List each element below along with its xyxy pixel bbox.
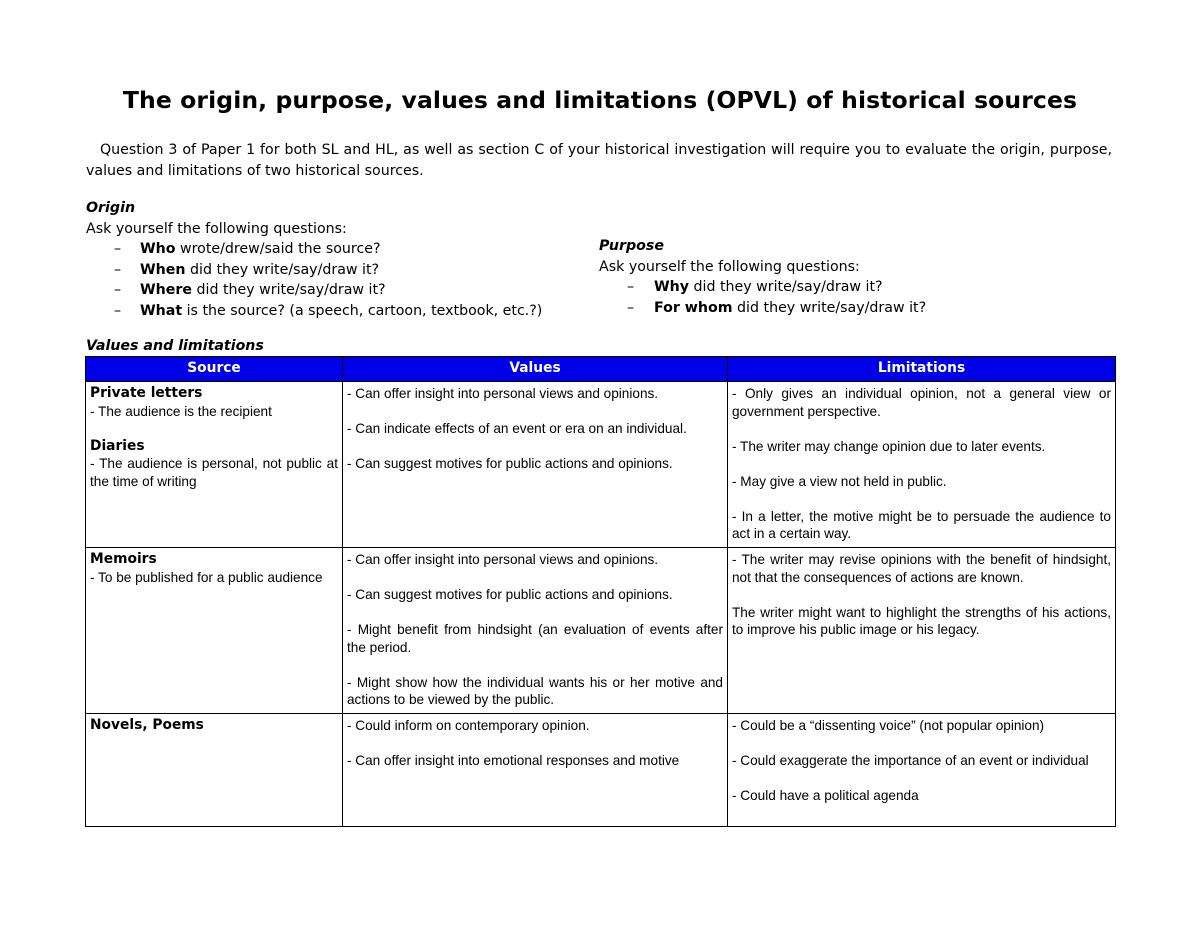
dash-bullet: – — [114, 241, 122, 257]
source-description: - The audience is personal, not public at the time of writing — [90, 456, 338, 489]
dash-bullet: – — [114, 282, 122, 298]
question-keyword: Where — [140, 282, 192, 298]
origin-prompt: Ask yourself the following questions: — [86, 220, 347, 237]
intro-paragraph — [86, 140, 1112, 181]
dash-bullet: – — [627, 279, 635, 295]
limitation-item: - Only gives an individual opinion, not a general view or government perspective. — [732, 386, 1111, 419]
question-keyword: For whom — [654, 299, 733, 316]
source-name: Memoirs — [90, 551, 157, 567]
values-limitations-heading: Values and limitations — [86, 338, 264, 354]
column-header-values: Values — [343, 357, 728, 382]
page-title: The origin, purpose, values and limitations (OPVL) of historical sources — [122, 86, 1078, 114]
origin-section — [86, 198, 606, 321]
value-item: - Can offer insight into personal views and opinions. — [347, 552, 659, 567]
question-text: is the source? (a speech, cartoon, textbook, etc.?) — [182, 302, 543, 319]
limitation-item: - May give a view not held in public. — [732, 473, 947, 489]
source-cell — [86, 713, 343, 826]
source-cell — [86, 382, 343, 548]
values-cell — [343, 713, 728, 826]
value-item: - Can offer insight into personal views and opinions. — [347, 386, 659, 401]
table-row — [86, 548, 1116, 714]
source-cell — [86, 548, 343, 714]
purpose-section — [599, 236, 1099, 318]
origin-question — [86, 301, 606, 322]
limitation-item: - In a letter, the motive might be to persuade the audience to act in a certain way. — [732, 508, 1111, 541]
purpose-question — [599, 298, 1099, 319]
value-item: - Can suggest motives for public actions and opinions. — [347, 456, 673, 471]
limitation-item: The writer might want to highlight the strengths of his actions, to improve his public image or his legacy. — [732, 604, 1111, 637]
question-keyword: Why — [654, 279, 689, 295]
question-keyword: Who — [140, 241, 176, 257]
origin-question — [86, 239, 606, 260]
intro-text: Question 3 of Paper 1 for both SL and HL, as well as section C of your historical investigation will require you to evaluate the origin, purpose, values and limitations of two historical sources. — [86, 142, 1112, 179]
limitation-item: - The writer may revise opinions with the benefit of hindsight, not that the consequences of actions are known. — [732, 552, 1111, 585]
limitation-item: - Could exaggerate the importance of an event or individual — [732, 752, 1089, 768]
limitation-item: - The writer may change opinion due to later events. — [732, 438, 1046, 454]
column-header-source: Source — [86, 357, 343, 382]
origin-questions — [86, 239, 606, 321]
question-text: wrote/drew/said the source? — [175, 241, 381, 257]
dash-bullet: – — [627, 299, 635, 316]
limitations-cell — [728, 713, 1116, 826]
value-item: - Can offer insight into emotional responses and motive — [347, 752, 680, 768]
question-keyword: What — [140, 302, 183, 319]
purpose-prompt: Ask yourself the following questions: — [599, 258, 860, 275]
table-row — [86, 382, 1116, 548]
limitation-item: - Could be a “dissenting voice” (not popular opinion) — [732, 717, 1045, 733]
purpose-heading: Purpose — [599, 238, 664, 254]
source-description: - The audience is the recipient — [90, 403, 272, 419]
source-name: Private letters — [90, 385, 203, 401]
value-item: - Can suggest motives for public actions and opinions. — [347, 587, 673, 602]
column-header-limitations: Limitations — [728, 357, 1116, 382]
value-item: - Could inform on contemporary opinion. — [347, 717, 590, 733]
origin-question — [86, 260, 606, 281]
purpose-questions — [599, 277, 1099, 318]
dash-bullet: – — [114, 302, 122, 319]
limitations-cell — [728, 548, 1116, 714]
question-text: did they write/say/draw it? — [185, 261, 380, 278]
limitation-item: - Could have a political agenda — [732, 787, 919, 803]
source-name: Novels, Poems — [90, 716, 204, 733]
source-description: - To be published for a public audience — [90, 569, 323, 585]
table-row — [86, 713, 1116, 826]
values-cell — [343, 548, 728, 714]
value-item: - Can indicate effects of an event or era on an individual. — [347, 421, 687, 436]
question-text: did they write/say/draw it? — [192, 282, 386, 298]
question-text: did they write/say/draw it? — [732, 299, 927, 316]
values-limitations-table — [85, 356, 1116, 827]
limitations-cell — [728, 382, 1116, 548]
purpose-question — [599, 277, 1099, 298]
value-item: - Might show how the individual wants his or her motive and actions to be viewed by the public. — [347, 674, 723, 707]
values-cell — [343, 382, 728, 548]
dash-bullet: – — [114, 261, 122, 278]
value-item: - Might benefit from hindsight (an evaluation of events after the period. — [347, 622, 723, 655]
origin-question — [86, 280, 606, 301]
table-header-row — [86, 357, 1116, 382]
question-text: did they write/say/draw it? — [689, 279, 883, 295]
question-keyword: When — [140, 261, 186, 278]
source-name: Diaries — [90, 437, 145, 454]
origin-heading: Origin — [86, 200, 136, 216]
